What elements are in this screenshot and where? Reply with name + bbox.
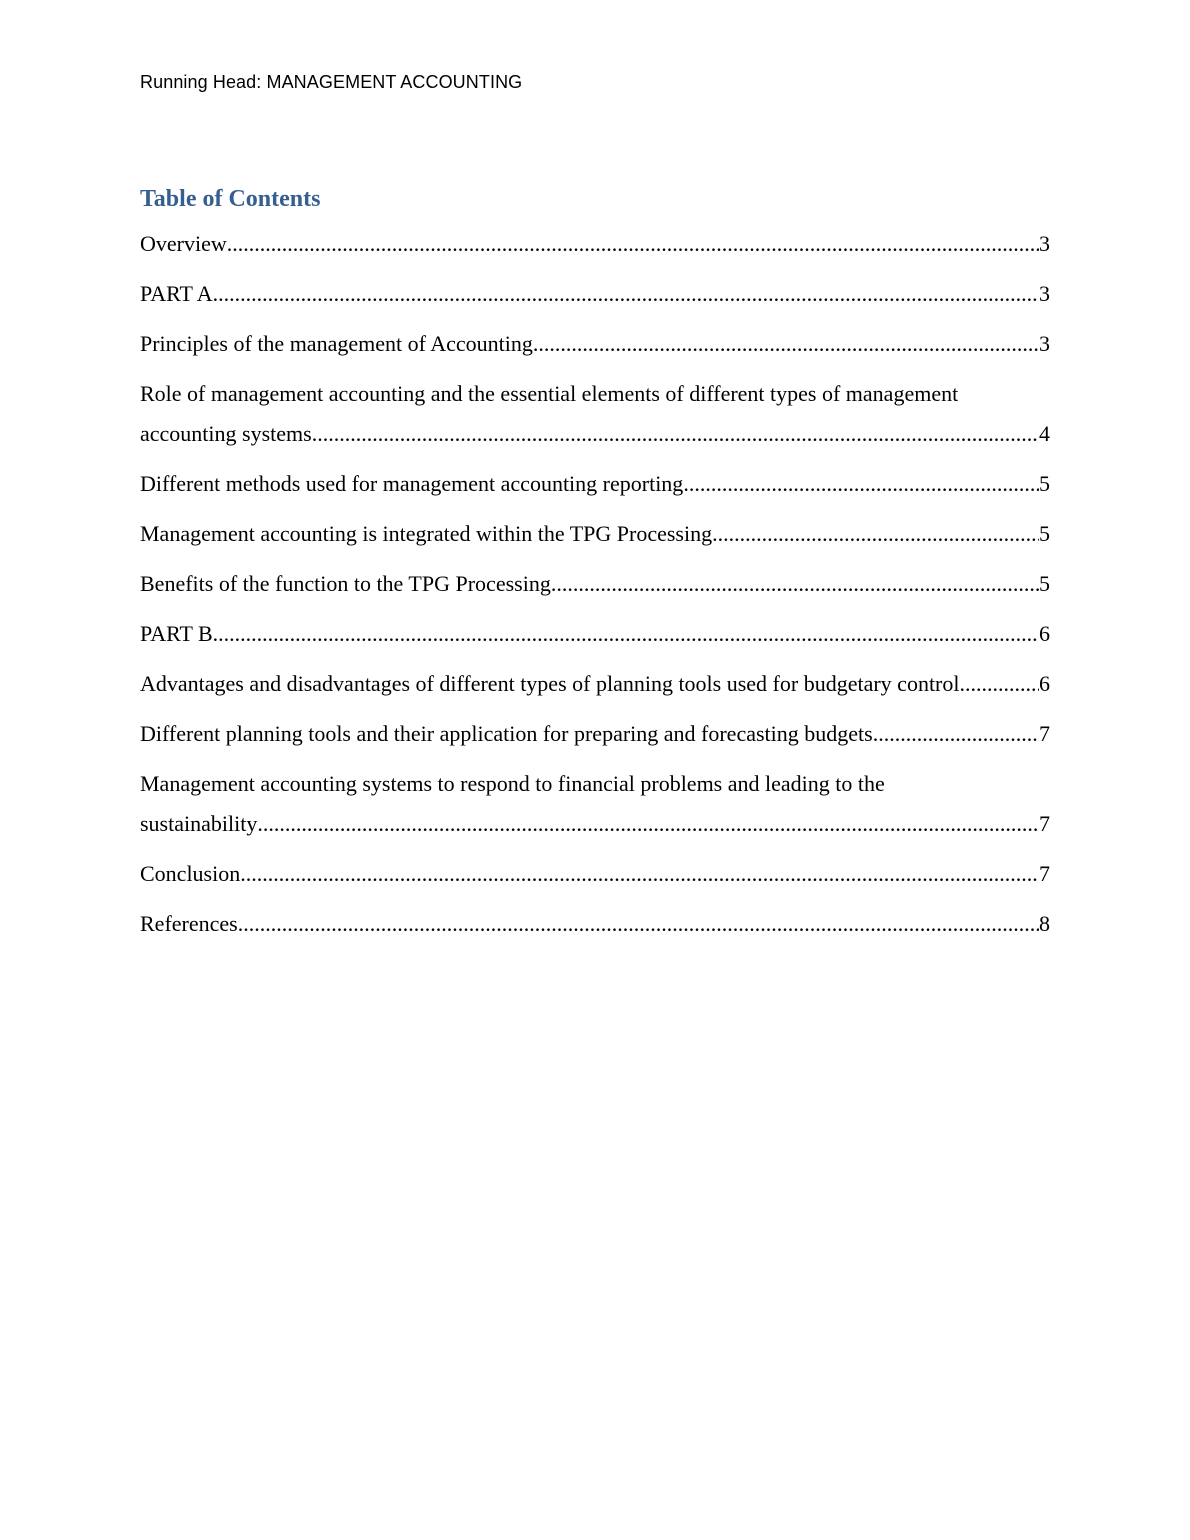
running-head: Running Head: MANAGEMENT ACCOUNTING xyxy=(140,72,523,92)
toc-entry-part-b[interactable] xyxy=(140,614,1050,654)
toc-entry-text: Different methods used for management accounting reporting xyxy=(140,471,684,496)
dot-leader xyxy=(533,324,1039,364)
toc-line xyxy=(140,614,1050,654)
toc-entry-role-of-management-accounting[interactable] xyxy=(140,374,1050,454)
dot-leader xyxy=(683,464,1039,504)
toc-entry-conclusion[interactable] xyxy=(140,854,1050,894)
toc-entry-text: sustainability xyxy=(140,811,258,836)
toc-line xyxy=(140,904,1050,944)
toc-line xyxy=(140,324,1050,364)
toc-entry-text: Benefits of the function to the TPG Processing xyxy=(140,571,551,596)
toc-page-number: 6 xyxy=(1039,671,1050,696)
dot-leader xyxy=(312,414,1039,454)
toc-title: Table of Contents xyxy=(140,186,321,212)
toc-entry-references[interactable] xyxy=(140,904,1050,944)
toc-page-number: 3 xyxy=(1039,331,1050,356)
toc-entry-first-line: Management accounting systems to respond to financial problems and leading to the xyxy=(140,771,885,796)
toc-entry-integration-tpg[interactable] xyxy=(140,514,1050,554)
toc-entry-text: Management accounting is integrated within the TPG Processing xyxy=(140,521,713,546)
toc-page-number: 5 xyxy=(1039,471,1050,496)
toc-entry-financial-problems[interactable] xyxy=(140,764,1050,844)
toc-page-number: 7 xyxy=(1039,721,1050,746)
dot-leader xyxy=(712,514,1039,554)
toc-line xyxy=(140,414,1050,454)
toc-entry-text: Advantages and disadvantages of different types of planning tools used for budgetary control. xyxy=(140,671,965,696)
table-of-contents xyxy=(140,224,1050,954)
toc-entry-text: Overview xyxy=(140,231,227,256)
toc-entry-overview[interactable] xyxy=(140,224,1050,264)
toc-line xyxy=(140,464,1050,504)
toc-page-number: 3 xyxy=(1039,231,1050,256)
toc-page-number: 5 xyxy=(1039,521,1050,546)
toc-entry-text: accounting systems xyxy=(140,421,312,446)
dot-leader xyxy=(965,664,1039,704)
toc-page-number: 6 xyxy=(1039,621,1050,646)
toc-page-number: 7 xyxy=(1039,861,1050,886)
toc-line xyxy=(140,804,1050,844)
toc-entry-first-line: Role of management accounting and the essential elements of different types of management xyxy=(140,381,959,406)
dot-leader xyxy=(238,904,1039,944)
toc-line xyxy=(140,564,1050,604)
toc-page-number: 5 xyxy=(1039,571,1050,596)
toc-entry-planning-tools[interactable] xyxy=(140,714,1050,754)
toc-line xyxy=(140,664,1050,704)
toc-line xyxy=(140,714,1050,754)
toc-entry-part-a[interactable] xyxy=(140,274,1050,314)
toc-line xyxy=(140,274,1050,314)
toc-entry-text: Principles of the management of Accounting xyxy=(140,331,533,356)
toc-entry-text: PART A xyxy=(140,281,213,306)
toc-line xyxy=(140,514,1050,554)
dot-leader xyxy=(213,614,1039,654)
toc-entry-reporting-methods[interactable] xyxy=(140,464,1050,504)
toc-entry-text: Different planning tools and their application for preparing and forecasting budgets xyxy=(140,721,873,746)
toc-page-number: 3 xyxy=(1039,281,1050,306)
dot-leader xyxy=(257,804,1039,844)
dot-leader xyxy=(227,224,1039,264)
dot-leader xyxy=(551,564,1039,604)
dot-leader xyxy=(240,854,1039,894)
dot-leader xyxy=(873,714,1039,754)
dot-leader xyxy=(213,274,1039,314)
toc-line xyxy=(140,224,1050,264)
toc-entry-text: Conclusion xyxy=(140,861,241,886)
toc-page-number: 7 xyxy=(1039,811,1050,836)
toc-entry-text: PART B xyxy=(140,621,213,646)
toc-page-number: 8 xyxy=(1039,911,1050,936)
toc-entry-advantages-disadvantages[interactable] xyxy=(140,664,1050,704)
toc-page-number: 4 xyxy=(1039,421,1050,446)
toc-entry-text: References xyxy=(140,911,238,936)
toc-line xyxy=(140,854,1050,894)
toc-entry-benefits-tpg[interactable] xyxy=(140,564,1050,604)
toc-entry-principles[interactable] xyxy=(140,324,1050,364)
